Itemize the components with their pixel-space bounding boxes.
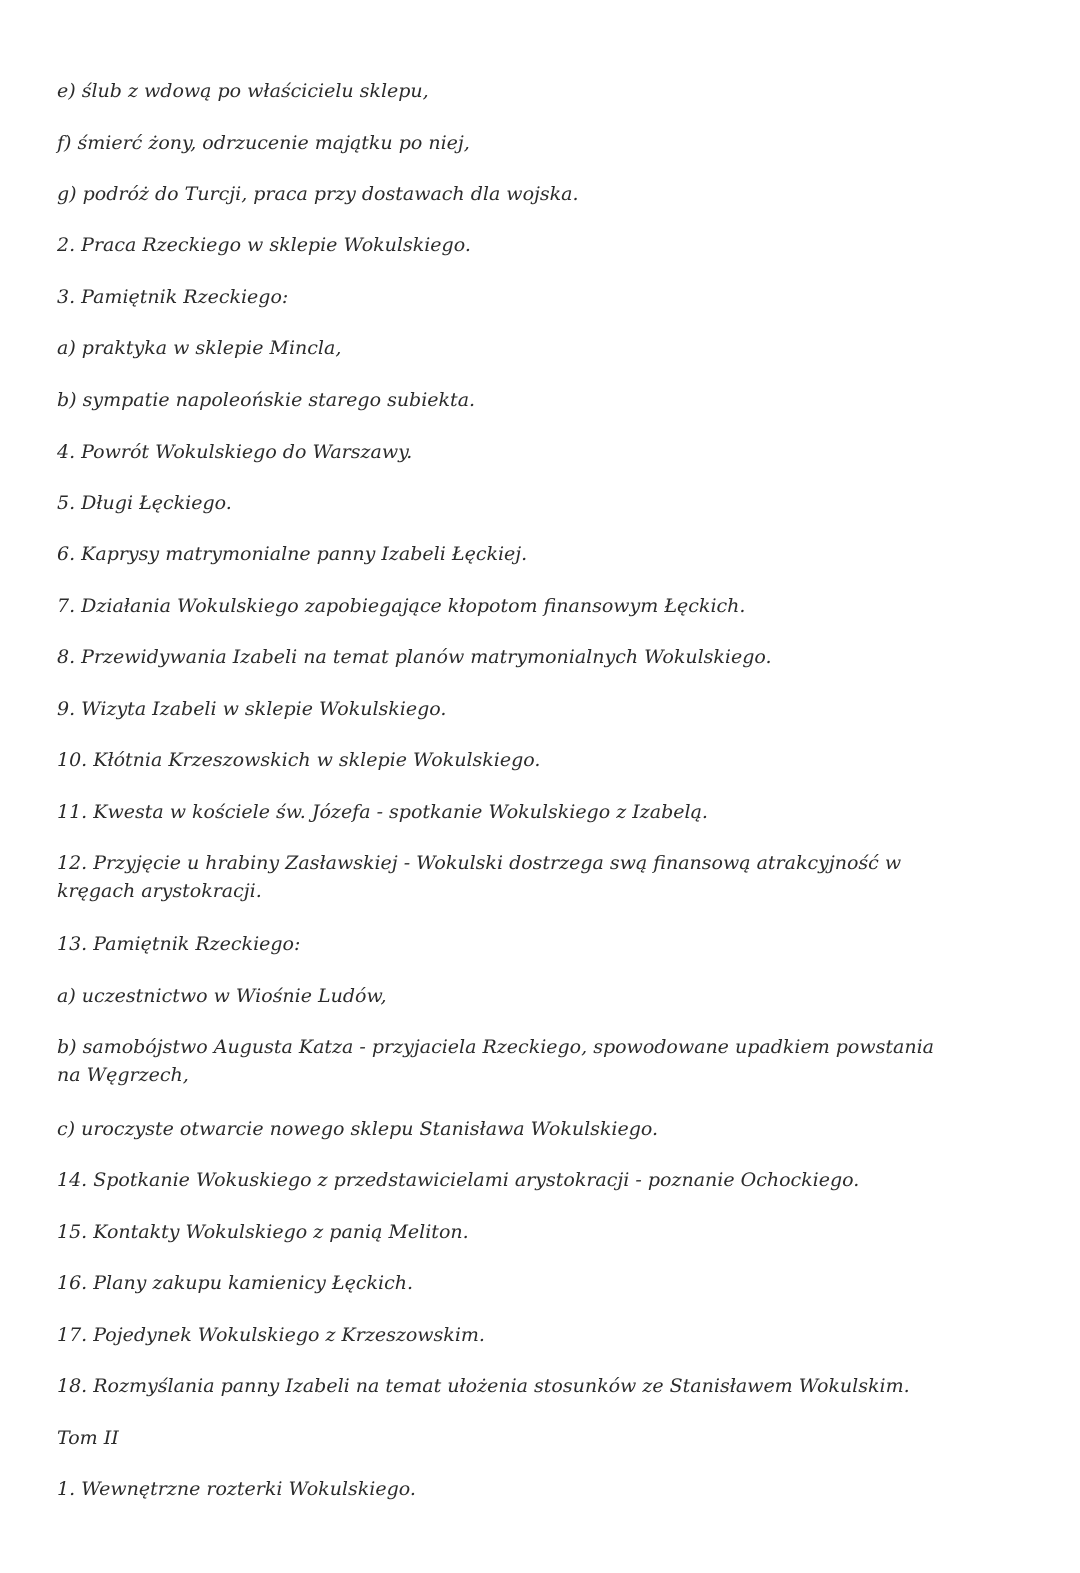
list-item: 1. Wewnętrzne rozterki Wokulskiego. [57, 1478, 416, 1500]
section-heading: Tom II [57, 1427, 119, 1449]
list-item: a) uczestnictwo w Wiośnie Ludów, [57, 985, 387, 1007]
list-item: 14. Spotkanie Wokuskiego z przedstawicielami arystokracji - poznanie Ochockiego. [57, 1169, 860, 1191]
list-item: 2. Praca Rzeckiego w sklepie Wokulskiego. [57, 234, 471, 256]
list-item: 13. Pamiętnik Rzeckiego: [57, 933, 301, 955]
list-item: 4. Powrót Wokulskiego do Warszawy. [57, 441, 413, 463]
list-item: 11. Kwesta w kościele św. Józefa - spotkanie Wokulskiego z Izabelą. [57, 801, 708, 823]
list-item: 5. Długi Łęckiego. [57, 492, 232, 514]
list-item: 10. Kłótnia Krzeszowskich w sklepie Wokulskiego. [57, 749, 541, 771]
list-item: c) uroczyste otwarcie nowego sklepu Stanisława Wokulskiego. [57, 1118, 659, 1140]
list-item: g) podróż do Turcji, praca przy dostawach dla wojska. [57, 183, 579, 205]
list-item: 3. Pamiętnik Rzeckiego: [57, 286, 289, 308]
list-item: 15. Kontakty Wokulskiego z panią Meliton. [57, 1221, 469, 1243]
list-item: 12. Przyjęcie u hrabiny Zasławskiej - Wokulski dostrzega swą finansową atrakcyjność w kręgach arystokracji. [57, 852, 902, 902]
list-item: e) ślub z wdową po właścicielu sklepu, [57, 80, 429, 102]
list-item: 17. Pojedynek Wokulskiego z Krzeszowskim. [57, 1324, 485, 1346]
list-item: b) samobójstwo Augusta Katza - przyjaciela Rzeckiego, spowodowane upadkiem powstania na Węgrzech, [57, 1036, 934, 1086]
list-item: 18. Rozmyślania panny Izabeli na temat ułożenia stosunków ze Stanisławem Wokulskim. [57, 1375, 910, 1397]
list-item: 16. Plany zakupu kamienicy Łęckich. [57, 1272, 413, 1294]
list-item: 9. Wizyta Izabeli w sklepie Wokulskiego. [57, 698, 447, 720]
list-item: 8. Przewidywania Izabeli na temat planów matrymonialnych Wokulskiego. [57, 646, 772, 668]
list-item: b) sympatie napoleońskie starego subiekta. [57, 389, 476, 411]
list-item: a) praktyka w sklepie Mincla, [57, 337, 342, 359]
list-item: f) śmierć żony, odrzucenie majątku po niej, [57, 132, 470, 154]
list-item: 7. Działania Wokulskiego zapobiegające kłopotom finansowym Łęckich. [57, 595, 746, 617]
list-item: 6. Kaprysy matrymonialne panny Izabeli Łęckiej. [57, 543, 528, 565]
